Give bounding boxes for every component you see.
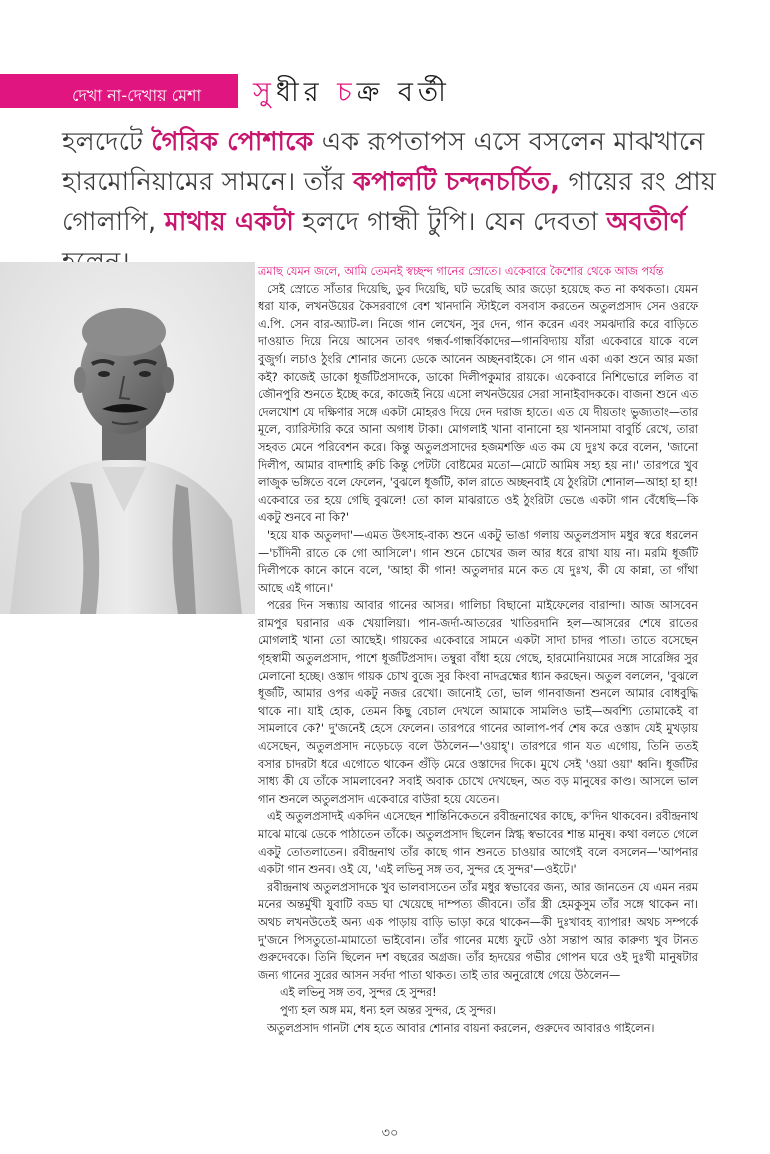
article-paragraph: অতুলপ্রসাদ গানটা শেষ হতে আবার শোনার বায়না করলেন, গুরুদেব আবারও গাইলেন। [267, 1021, 655, 1035]
pull-quote-highlight: মাথায় একটা [164, 207, 294, 237]
article-paragraph: রবীন্দ্রনাথ অতুলপ্রসাদকে খুব ভালবাসতেন তাঁর মধুর স্বভাবের জন্য, আর জানতেন যে এমন নরম মনের অন্তর্মুখী যুবাটি বড্ড ঘা খেয়েছে দাম্পত্য জীবনে। তাঁর স্ত্রী হেমকুসুম তাঁর সঙ্গে থাকেন না। অথচ লখনউতেই অন্য এক পাড়ায় বাড়ি ভাড়া করে থাকেন—কী দুঃখাবহ ব্যাপার! অথচ সম্পর্কে দু'জনে পিসতুতো-মামাতো ভাইবোন। তাঁর গানের মধ্যে ফুটে ওঠা সন্তাপ আর কারুণ্য খুব টানত গুরুদেবকে। তিনি ছিলেন দশ বছরের অগ্রজ। তাঁর হৃদয়ের গভীর গোপন ঘরে ওই দুঃখী মানুষটার জন্য গানের সুরের আসন সর্বদা পাতা থাকত। তাই তার অনুরোধে গেয়ে উঠলেন— [258, 880, 698, 982]
author-name-part-1: ধীর [275, 77, 338, 108]
author-name-accent-2: চ [337, 77, 357, 108]
song-verse-line: এই লভিনু সঙ্গ তব, সুন্দর হে সুন্দর! [280, 986, 437, 1000]
song-verse-line: পুণ্য হল অঙ্গ মম, ধন্য হল অন্তর সুন্দর, হে সুন্দর। [280, 1003, 496, 1017]
pull-quote [62, 122, 732, 282]
author-name [253, 72, 451, 117]
pull-quote-highlight: কপালটি চন্দনচর্চিত, [353, 167, 561, 197]
pull-quote-text: হলদেটে [62, 127, 152, 157]
portrait-photo [0, 262, 255, 614]
page-number: ৩০ [381, 1126, 399, 1141]
article-body [258, 263, 698, 1037]
series-title: দেখা না-দেখায় মেশা [72, 86, 202, 105]
author-name-accent-1: সু [253, 77, 276, 108]
article-paragraph: এই অতুলপ্রসাদই একদিন এসেছেন শান্তিনিকেতনে রবীন্দ্রনাথের কাছে, ক'দিন থাকবেন। রবীন্দ্রনাথ মাঝে মাঝে ডেকে পাঠাতেন তাঁকে। অতুলপ্রসাদ ছিলেন স্নিগ্ধ স্বভাবের শান্ত মানুষ। কথা বলতে গেলে একটু তোতলাতেন। রবীন্দ্রনাথ তাঁর কাছে গান শুনতে চাওয়ার আগেই বলে বসলেন—'আপনার একটা গান শুনব। ওই যে, 'এই লভিনু সঙ্গ তব, সুন্দর হে সুন্দর'—ওইটে।' [258, 810, 698, 877]
pull-quote-highlight: অবতীর্ণ [606, 207, 686, 237]
pull-quote-highlight: গৈরিক পোশাকে [151, 127, 314, 157]
pull-quote-text: হলদে গান্ধী টুপি। যেন দেবতা [293, 207, 607, 237]
article-paragraph: পরের দিন সন্ধ্যায় আবার গানের আসর। গালিচা বিছানো মাইফেলের বারান্দা। আজ আসবেন রামপুর ঘরানার এক খেয়ালিয়া। পান-জর্দা-আতরের খাতিরদানি হল—আসরের শেষে রাতের মোগলাই খানা তো আছেই। গায়কের একেবারে সামনে একটা সাদা চাদর পাতা। তাতে বসেছেন গৃহস্বামী অতুলপ্রসাদ, পাশে ধূর্জটিপ্রসাদ। তম্বুরা বাঁধা হয়ে গেছে, হারমোনিয়ামের সঙ্গে সারেঙ্গির সুর মেলানো হচ্ছে। ওস্তাদ গায়ক চোখ বুজে সুর কিংবা নাদব্রহ্মের ধ্যান করছেন। অতুল বললেন, 'বুঝলে ধূর্জটি, আমার ওপর একটু নজর রেখো। জানোই তো, ভাল গানবাজনা শুনলে আমার বোধবুদ্ধি থাকে না। যাই হোক, তেমন কিছু বেচাল দেখলে আমাকে সামলিও ভাই—অবশ্যি তোমাকেই বা সামলাবে কে?' দু'জনেই হেসে ফেলেন। তারপরে গানের আলাপ-পর্ব শেষ করে ওস্তাদ যেই মুখড়ায় এসেছেন, অতুলপ্রসাদ নড়েচড়ে বলে উঠলেন—'ওয়াহ্'। তারপরে গান যত এগোয়, তিনি ততই বসার চাদরটা ধরে এগোতে থাকেন গুঁড়ি মেরে ওস্তাদের দিকে। মুখে সেই 'ওয়া ওয়া' ধ্বনি। ধূর্জটির সাধ্য কী যে তাঁকে সামলাবেন? সবাই অবাক চোখে দেখছেন, অত বড় মানুষের কাণ্ড। আসলে ভাল গান শুনলে অতুলপ্রসাদ একেবারে বাউরা হয়ে যেতেন। [258, 599, 698, 806]
article-paragraph: 'হয়ে যাক অতুলদা'—এমত উৎসাহ-বাক্য শুনে একটু ভাঙা গলায় অতুলপ্রসাদ মধুর স্বরে ধরলেন—'চাঁদিনী রাতে কে গো আসিলে'। গান শুনে চোখের জল আর ধরে রাখা যায় না। মরমি ধূর্জটি দিলীপকে কানে কানে বলে, 'আহা কী গান! অতুলদার মনে কত যে দুঃখ, কী যে কান্না, তা গাঁথা আছে এই গানে।' [258, 528, 698, 595]
article-paragraph: সেই স্রোতে সাঁতার দিয়েছি, ডুব দিয়েছি, ঘট ভরেছি আর জড়ো হয়েছে কত না কথকতা। যেমন ধরা যাক, লখনউয়ের কৈসরবাগে বেশ খানদানি স্টাইলে বসবাস করতেন অতুলপ্রসাদ সেন ওরফে এ.পি. সেন বার-অ্যাট-ল। নিজে গান লেখেন, সুর দেন, গান করেন এবং সমঝদারি করে বাড়িতে দাওয়াত দিয়ে নিয়ে আসেন তাবৎ গন্ধর্ব-গান্ধর্বিকাদের—গানবিদ্যায় যাঁরা একেবারে যাকে বলে বুজুর্গ। লচাও ঠুংরি শোনার জন্যে ডেকে আনেন অচ্ছনবাইকে। সে গান একা একা শুনে আর মজা কই? কাজেই ডাকো ধূর্জটিপ্রসাদকে, ডাকো দিলীপকুমার রায়কে। একেবারে নিশিভোরে ললিত বা জৌনপুরি শুনতে ইচ্ছে করে, কাজেই নিয়ে এসো লখনউয়ের সেরা সানাইবাদককে। বাজনা শুনে এত দেলখোশ যে দক্ষিণার সঙ্গে একটা মোহরও দিয়ে দেন দরাজ হাতে। এত যে দীয়তাং ভুজ্যতাং—তার মূলে, ব্যারিস্টারি করে আনা অগাধ টাকা। মোগলাই খানা বানানো হয় খানসামা বাবুর্চি রেখে, তারা সহবত মেনে পরিবেশন করে। কিন্তু অতুলপ্রসাদের হজমশক্তি এত কম যে দুঃখ করে বলেন, 'জানো দিলীপ, আমার বাদশাহি রুচি কিন্তু পেটটা বোষ্টমের মতো—মোটে আমিষ সহ্য হয় না।' তারপরে খুব লাজুক ভঙ্গিতে বলে ফেলেন, 'বুঝলে ধূর্জটি, কাল রাতে অচ্ছনবাই যে ঠুংরিটা শোনাল—আহা হা হা! একেবারে তর হয়ে গেছি বুঝলে! তো কাল মাঝরাতে ওই ঠুংরিটা ভেঙে একটা গান বেঁধেছি—কি একটু শুনবে না কি?' [258, 282, 698, 525]
pull-quote-text: গায়ের রং প্রায় গোলাপি, [62, 167, 717, 237]
pull-quote-text: এক রূপতাপস এসে বসলেন মাঝখানে হারমোনিয়ামের সামনে। তাঁর [62, 127, 705, 197]
lead-line-highlight: ত্রমাছ যেমন জলে, আমি তেমনই স্বচ্ছন্দ গানের স্রোতে। একেবারে কৈশোর থেকে আজ পর্যন্ত [258, 265, 664, 278]
article-paragraph [258, 263, 698, 281]
author-name-part-2: ক্র বর্তী [356, 77, 451, 108]
